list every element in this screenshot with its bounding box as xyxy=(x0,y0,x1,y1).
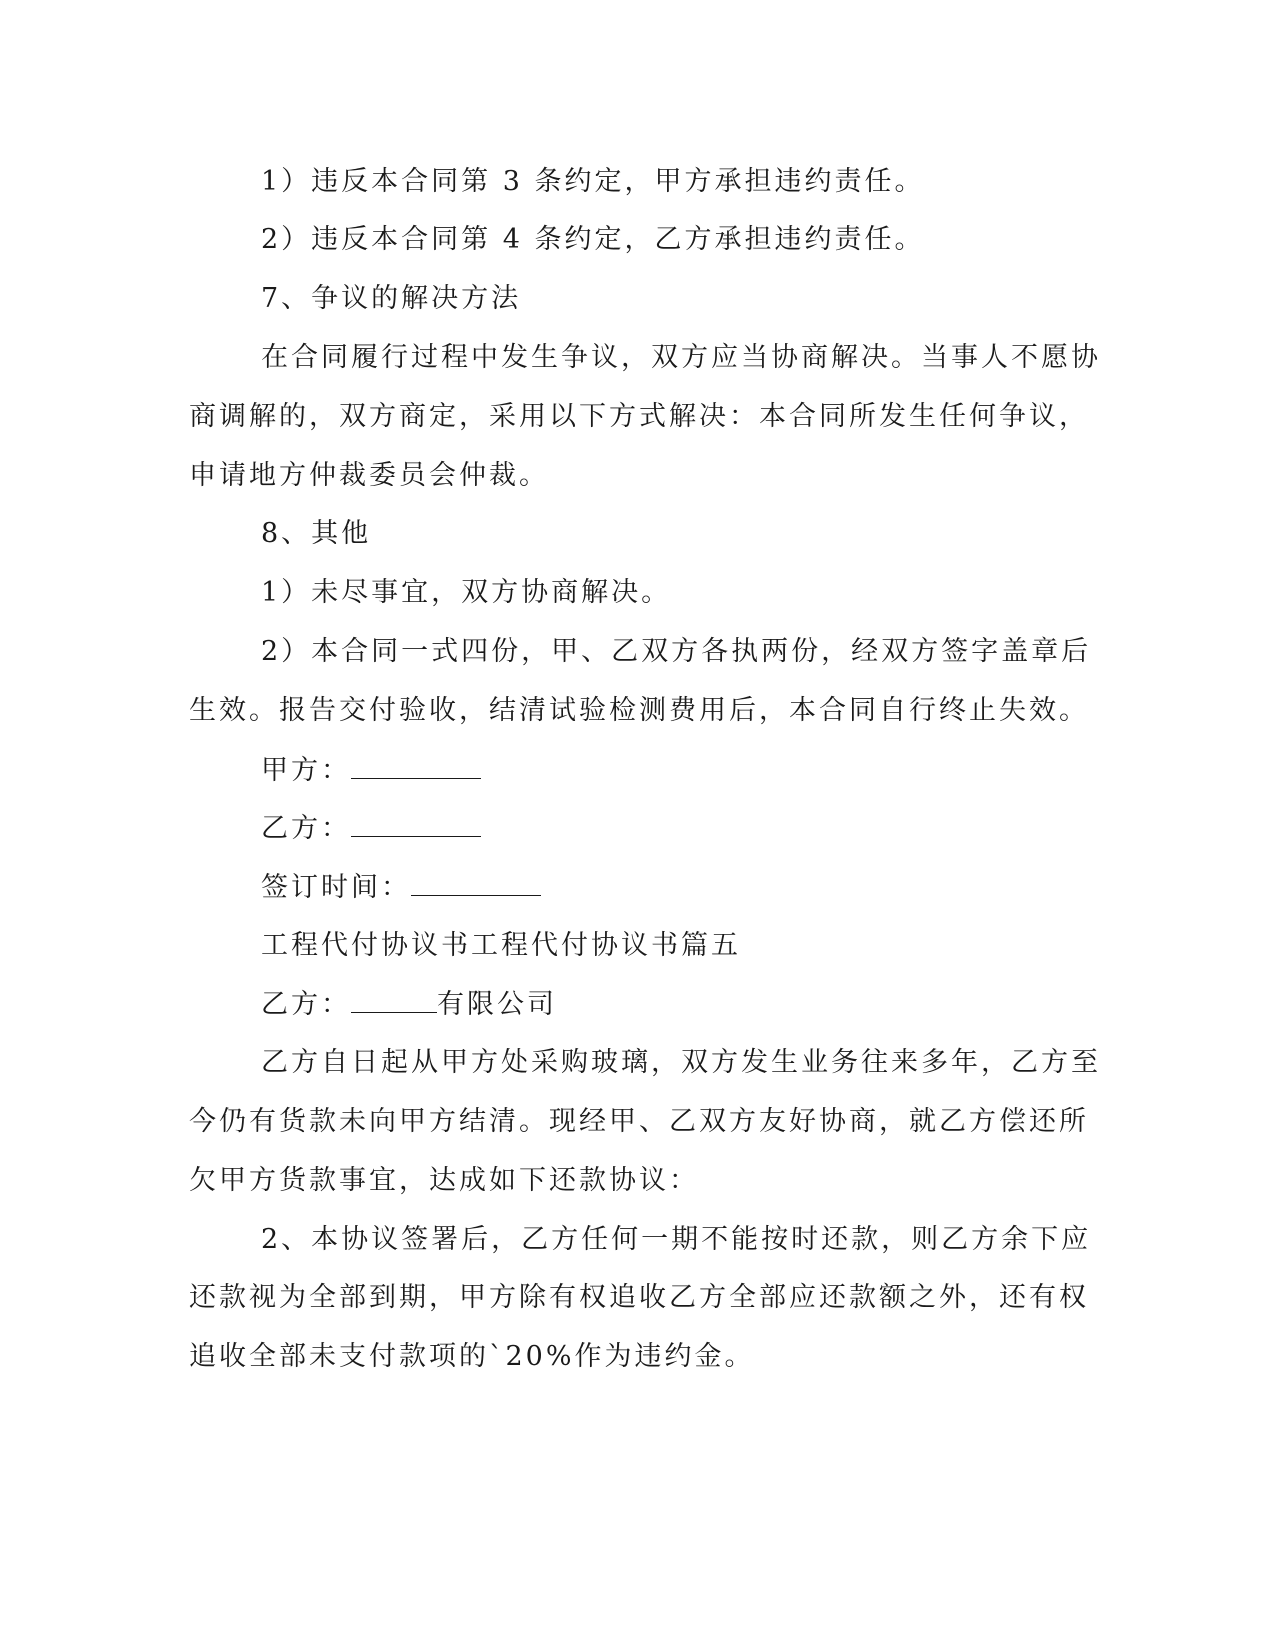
clause-7-text-line-2: 商调解的，双方商定，采用以下方式解决：本合同所发生任何争议， xyxy=(189,401,1089,432)
party-b-label: 乙方： xyxy=(261,813,351,844)
party-b-company-blank xyxy=(351,986,437,1013)
clause-6-item-2: 2）违反本合同第 4 条约定，乙方承担违约责任。 xyxy=(261,224,925,255)
party-a-label: 甲方： xyxy=(261,755,351,786)
party-b-signature-line xyxy=(261,810,481,847)
section-title: 工程代付协议书工程代付协议书篇五 xyxy=(261,930,741,961)
clause-8-item-1: 1）未尽事宜，双方协商解决。 xyxy=(261,577,672,608)
sign-date-blank xyxy=(411,869,541,896)
party-b-company-suffix: 有限公司 xyxy=(437,989,557,1020)
agreement-text-line-2: 今仍有货款未向甲方结清。现经甲、乙双方友好协商，就乙方偿还所 xyxy=(189,1106,1089,1137)
party-b-company-line xyxy=(261,986,557,1023)
clause-7-text-line-1: 在合同履行过程中发生争议，双方应当协商解决。当事人不愿协 xyxy=(261,342,1101,373)
agreement-clause-2-line-3: 追收全部未支付款项的`20%作为违约金。 xyxy=(189,1341,755,1372)
party-b-blank xyxy=(351,810,481,837)
clause-7-heading: 7、争议的解决方法 xyxy=(261,283,522,314)
agreement-clause-2-line-1: 2、本协议签署后，乙方任何一期不能按时还款，则乙方余下应 xyxy=(261,1224,1092,1255)
sign-date-label: 签订时间： xyxy=(261,872,411,903)
agreement-clause-2-line-2: 还款视为全部到期，甲方除有权追收乙方全部应还款额之外，还有权 xyxy=(189,1282,1089,1313)
party-a-blank xyxy=(351,752,481,779)
clause-8-item-2-line-2: 生效。报告交付验收，结清试验检测费用后，本合同自行终止失效。 xyxy=(189,695,1089,726)
party-a-signature-line xyxy=(261,752,481,789)
clause-7-text-line-3: 申请地方仲裁委员会仲裁。 xyxy=(189,460,549,491)
sign-date-line xyxy=(261,869,541,906)
clause-8-heading: 8、其他 xyxy=(261,518,372,549)
agreement-text-line-1: 乙方自日起从甲方处采购玻璃，双方发生业务往来多年，乙方至 xyxy=(261,1047,1101,1078)
agreement-text-line-3: 欠甲方货款事宜，达成如下还款协议： xyxy=(189,1165,699,1196)
party-b-company-label: 乙方： xyxy=(261,989,351,1020)
clause-8-item-2-line-1: 2）本合同一式四份，甲、乙双方各执两份，经双方签字盖章后 xyxy=(261,636,1092,667)
clause-6-item-1: 1）违反本合同第 3 条约定，甲方承担违约责任。 xyxy=(261,166,925,197)
